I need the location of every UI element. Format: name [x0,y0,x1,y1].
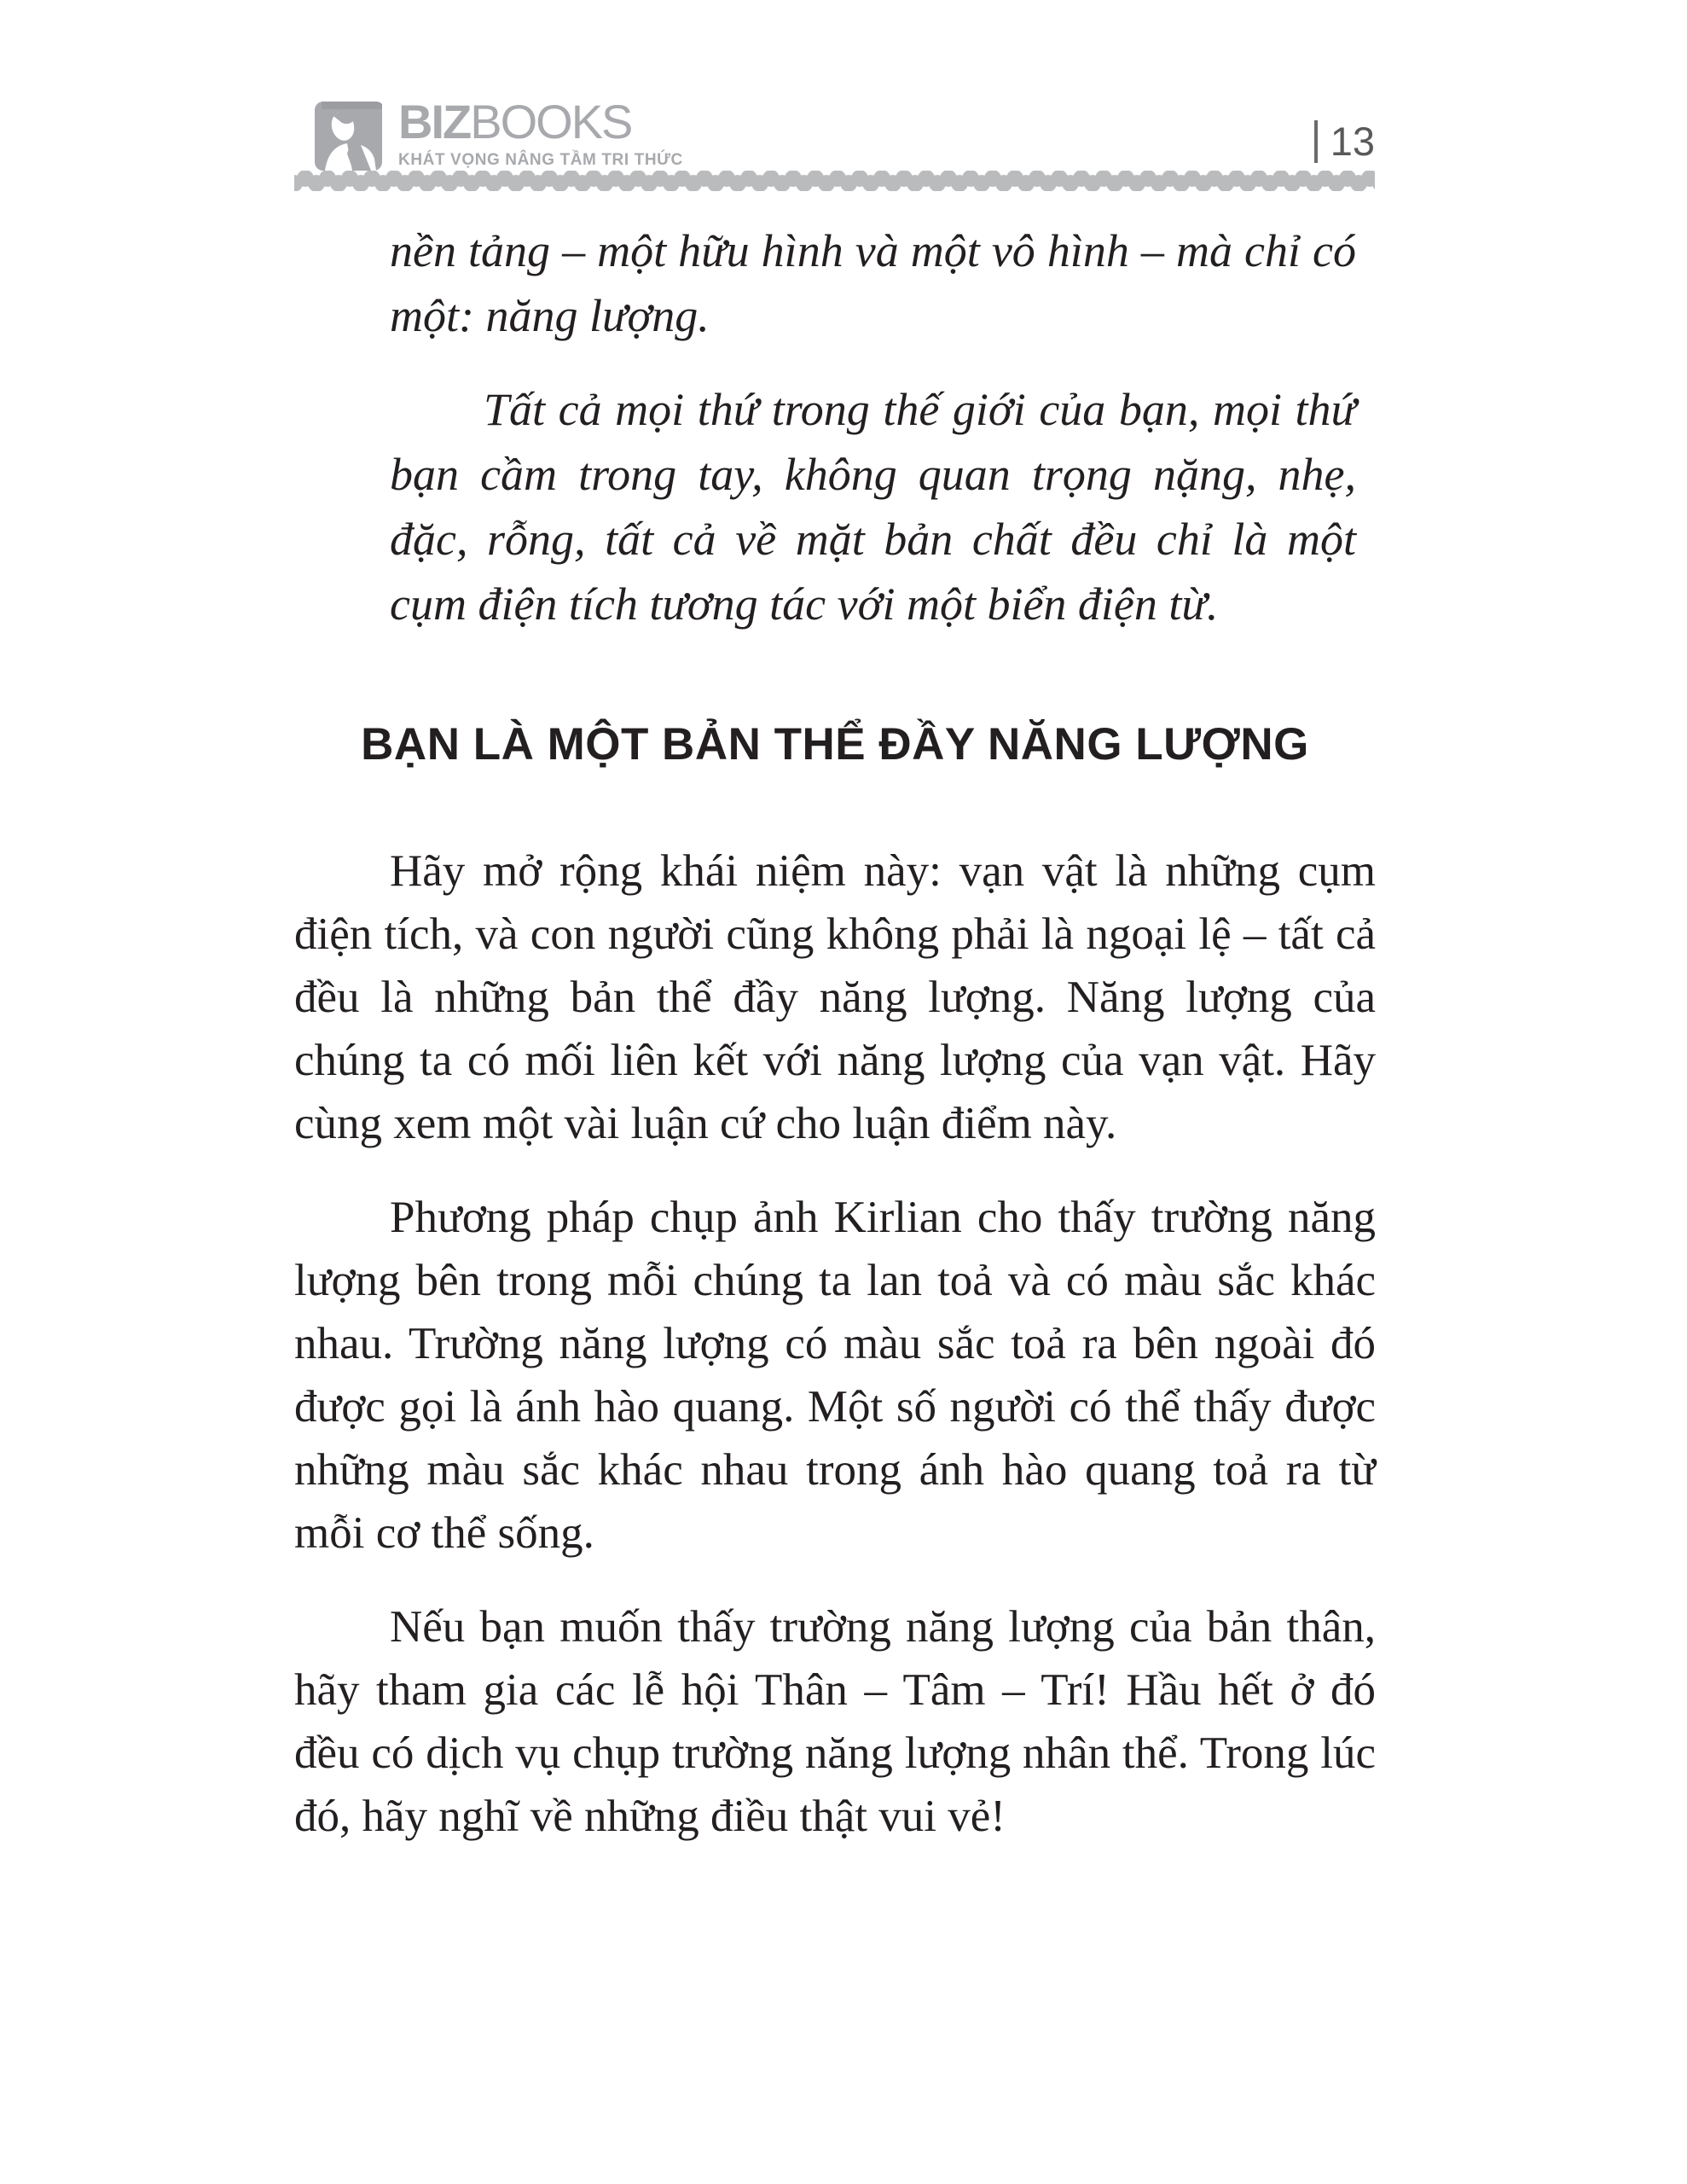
page-header [294,95,1375,171]
page-number-value: 13 [1330,119,1375,164]
brand-name-biz: BIZ [398,95,471,148]
body-paragraph: Hãy mở rộng khái niệm này: vạn vật là những cụm điện tích, và con người cũng không phải là ngoại lệ – tất cả đều là những bản thể đầy năng lượng. Năng lượng của chúng ta có mối liên kết với năng lượng của vạn vật. Hãy cùng xem một vài luận cứ cho luận điểm này. [294,846,1376,1148]
quote-paragraph: nền tảng – một hữu hình và một vô hình – mà chỉ có một: năng lượng. [390,225,1356,341]
bizbooks-logo-text [398,95,683,170]
body-text [294,839,1376,1848]
bizbooks-logo [315,95,683,171]
brand-tagline: KHÁT VỌNG NÂNG TẦM TRI THỨC [398,151,683,169]
page-number-divider-bar [1314,120,1318,163]
body-paragraph: Nếu bạn muốn thấy trường năng lượng của bản thân, hãy tham gia các lễ hội Thân – Tâm – Trí! Hầu hết ở đó đều có dịch vụ chụp trường năng lượng nhân thể. Trong lúc đó, hãy nghĩ về những điều thật vui vẻ! [294,1602,1376,1841]
body-paragraph: Phương pháp chụp ảnh Kirlian cho thấy trường năng lượng bên trong mỗi chúng ta lan toả và có màu sắc khác nhau. Trường năng lượng có màu sắc toả ra bên ngoài đó được gọi là ánh hào quang. Một số người có thể thấy được những màu sắc khác nhau trong ánh hào quang toả ra từ mỗi cơ thể sống. [294,1193,1376,1558]
section-heading: BẠN LÀ MỘT BẢN THỂ ĐẦY NĂNG LƯỢNG [361,719,1309,770]
page-content [294,218,1376,1848]
brand-name-books: BOOKS [470,95,632,148]
quote-block [390,218,1356,636]
page-number [1314,118,1375,165]
scalloped-divider [294,171,1375,191]
quote-paragraph: Tất cả mọi thứ trong thế giới của bạn, mọi thứ bạn cầm trong tay, không quan trọng nặng, nhẹ, đặc, rỗng, tất cả về mặt bản chất đều chỉ là một cụm điện tích tương tác với một biển điện từ. [390,384,1356,630]
brand-name [398,95,683,148]
bizbooks-book-icon [315,99,385,171]
